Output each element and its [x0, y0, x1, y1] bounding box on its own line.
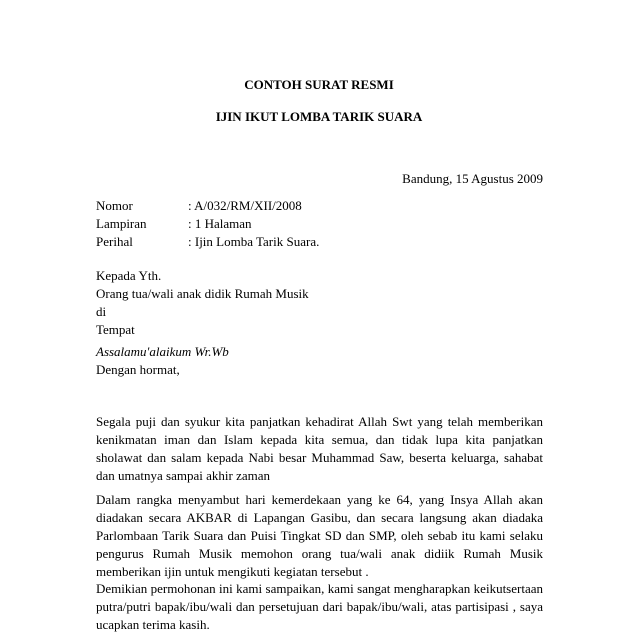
meta-value: : 1 Halaman — [188, 216, 252, 231]
meta-row-nomor — [96, 197, 319, 215]
body-paragraph-2 — [96, 491, 543, 581]
greeting-block — [96, 343, 229, 379]
recipient-line: di — [96, 304, 107, 319]
paragraph-line: kenikmatan iman dan Islam kepada kita semua, dan tidak lupa kita panjatkan — [96, 432, 543, 447]
paragraph-line: Parlombaan Tarik Suara dan Puisi Tingkat SD dan SMP, oleh sebab itu kami selaku — [96, 528, 543, 543]
paragraph-line: ucapkan terima kasih. — [96, 617, 210, 632]
meta-value: : A/032/RM/XII/2008 — [188, 198, 302, 213]
body-paragraph-1 — [96, 413, 543, 485]
paragraph-line: dan umatnya sampai akhir zaman — [96, 468, 270, 483]
paragraph-line: Demikian permohonan ini kami sampaikan, kami sangat mengharapkan keikutsertaan — [96, 581, 543, 596]
salutation: Assalamu'alaikum Wr.Wb — [96, 344, 229, 359]
paragraph-line: Segala puji dan syukur kita panjatkan kehadirat Allah Swt yang telah memberikan — [96, 414, 543, 429]
paragraph-line: memberikan ijin untuk mengikuti kegiatan tersebut . — [96, 564, 369, 579]
paragraph-line: putra/putri bapak/ibu/wali dan persetujuan dari bapak/ibu/wali, atas partisipasi , saya — [96, 599, 543, 614]
greeting: Dengan hormat, — [96, 362, 180, 377]
meta-label: Nomor — [96, 198, 133, 213]
recipient-block — [96, 267, 309, 339]
paragraph-line: pengurus Rumah Musik memohon orang tua/wali anak didiik Rumah Musik — [96, 546, 543, 561]
letter-subtitle: IJIN IKUT LOMBA TARIK SUARA — [215, 109, 423, 124]
letter-date: Bandung, 15 Agustus 2009 — [402, 171, 543, 186]
recipient-line: Orang tua/wali anak didik Rumah Musik — [96, 286, 309, 301]
paragraph-line: diadakan secara AKBAR di Lapangan Gasibu, dan secara langsung akan diadaka — [96, 510, 543, 525]
meta-value: : Ijin Lomba Tarik Suara. — [188, 234, 320, 249]
body-paragraph-3 — [96, 580, 543, 634]
paragraph-line: Dalam rangka menyambut hari kemerdekaan yang ke 64, yang Insya Allah akan — [96, 492, 543, 507]
recipient-line: Tempat — [96, 322, 135, 337]
meta-label: Perihal — [96, 234, 133, 249]
letter-meta — [96, 197, 319, 251]
meta-row-lampiran — [96, 215, 319, 233]
recipient-line: Kepada Yth. — [96, 268, 162, 283]
meta-row-perihal — [96, 233, 319, 251]
meta-label: Lampiran — [96, 216, 147, 231]
paragraph-line: sholawat dan salam kepada Nabi besar Muhammad Saw, beserta keluarga, sahabat — [96, 450, 543, 465]
letter-title: CONTOH SURAT RESMI — [244, 77, 394, 92]
